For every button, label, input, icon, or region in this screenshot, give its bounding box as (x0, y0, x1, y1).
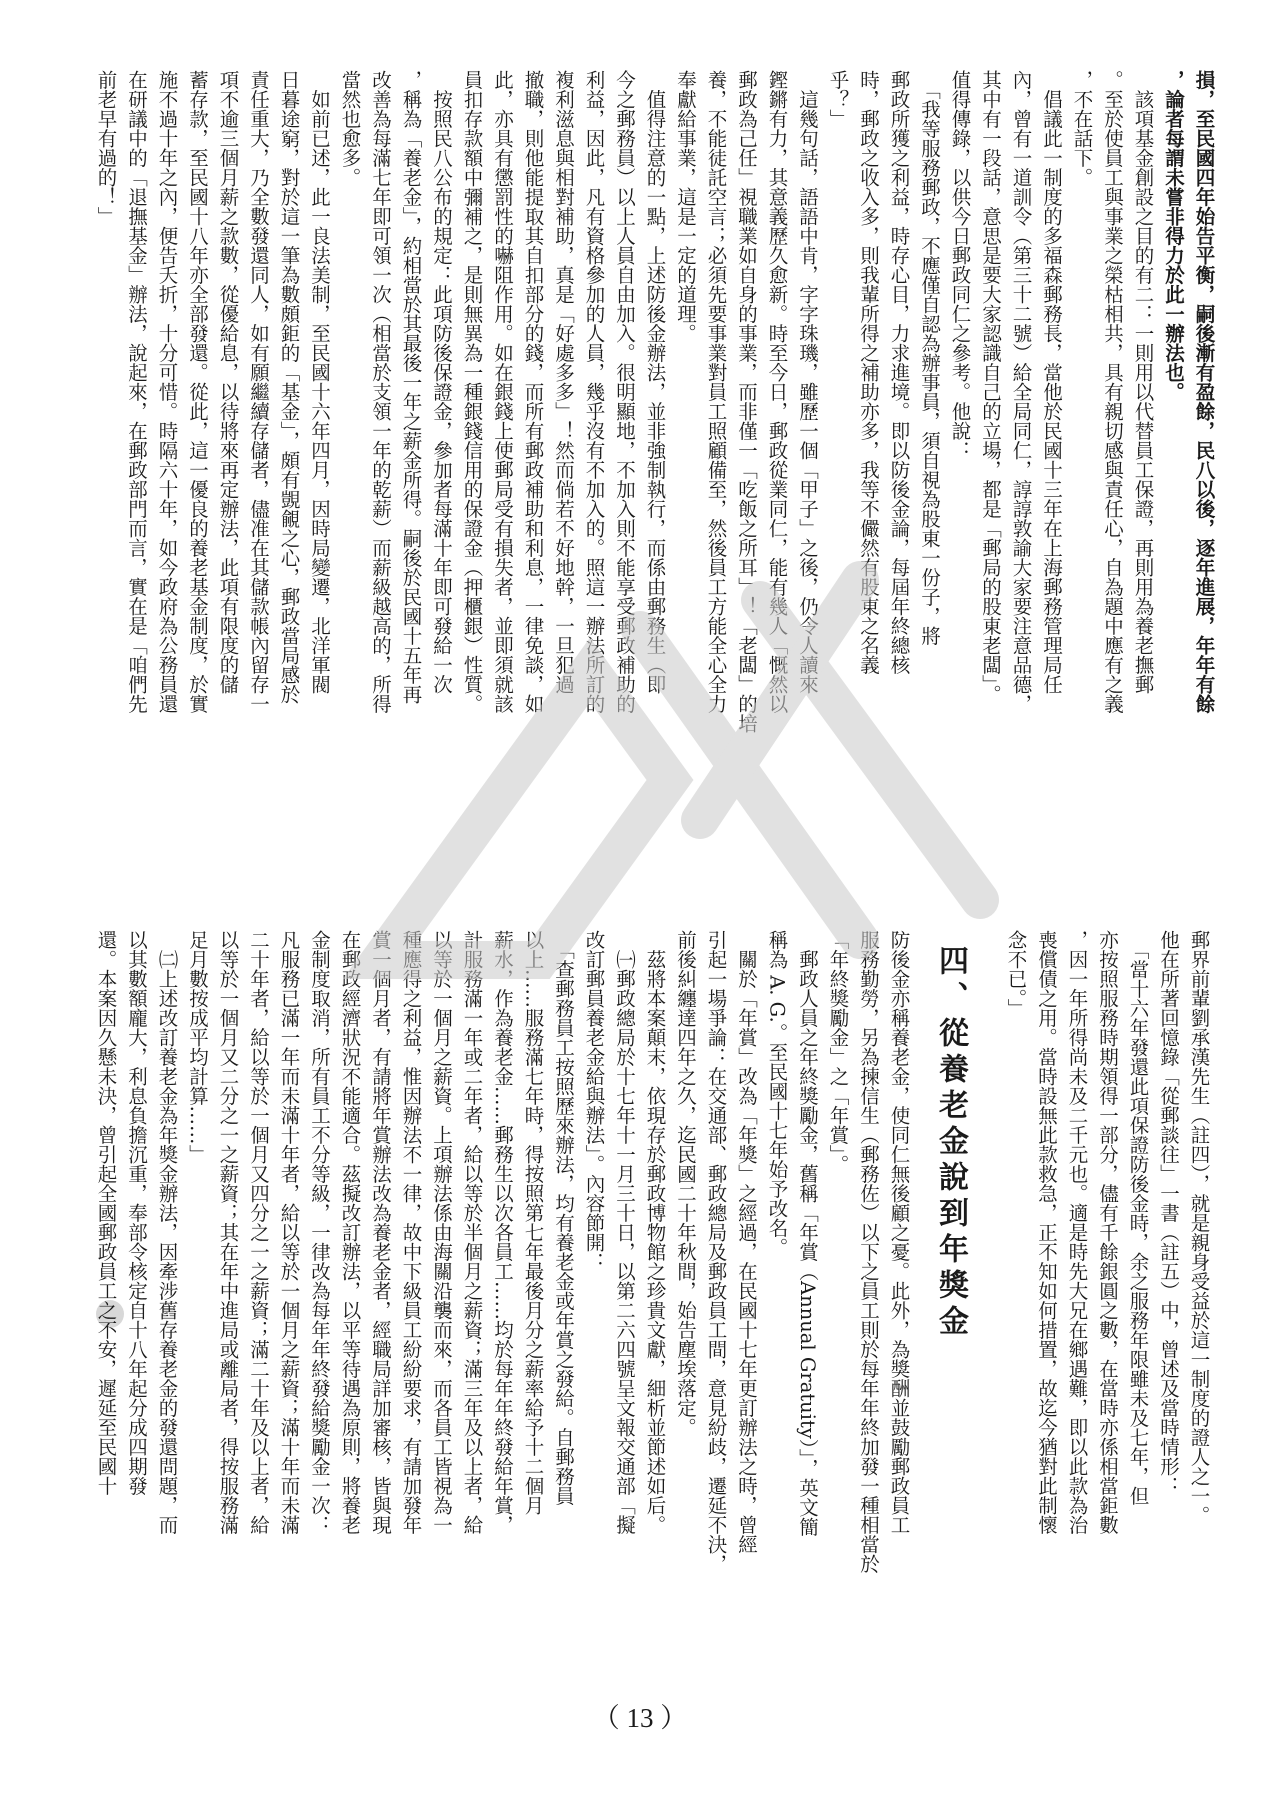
text-column: 薪水，作為養老金……郵務生以次各員工……均於每年年終發給年賞， (491, 930, 514, 1535)
text-column: 前老早有過的！」 (94, 70, 118, 226)
text-column: 足月數按成平均計算……」 (186, 930, 209, 1164)
text-column: 此，亦具有懲罰性的嚇阻作用。如在銀錢上使郵局受有損失者，並即須就該 (491, 70, 514, 714)
text-column: 二十年者，給以等於一個月又四分之一之薪資；滿二十年及以上者，給 (247, 930, 270, 1535)
text-column: 亦按照服務時期領得一部分，儘有千餘銀圓之數，在當時亦係相當鉅數 (1096, 930, 1119, 1535)
text-column: 引起一場爭論：在交通部、郵政總局及郵政員工間，意見紛歧，遷延不決， (704, 930, 728, 1574)
text-column: 。至於使員工與事業之榮枯相共，具有親切感與責任心，自為題中應有之義 (1101, 70, 1124, 714)
text-column: 在郵政經濟狀況不能適合。茲擬改訂辦法，以平等待遇為原則，將養老 (338, 930, 362, 1535)
text-column: 這幾句話，語語中肯，字字珠璣，雖歷一個「甲子」之後，仍令人讀來 (796, 70, 819, 694)
page-number: （ 13 ） (592, 1703, 688, 1733)
text-column: 以其數額龐大，利息負擔沉重，奉部令核定自十八年起分成四期發 (125, 930, 148, 1496)
text-column: 「年終獎勵金」之「年賞」。 (826, 930, 850, 1174)
text-column: 種應得之利益，惟因辦法不一律，故中下級員工紛紛要求，有請加發年 (399, 930, 423, 1535)
text-column: 郵界前輩劉承漢先生（註四），就是親身受益於這一制度的證人之一。 (1187, 930, 1211, 1525)
text-column: 「當十六年發還此項保證防後金時，余之服務年限雖未及七年，但 (1126, 930, 1150, 1506)
text-column: 金制度取消，所有員工不分等級，一律改為每年年終發給獎勵金一次： (308, 930, 331, 1535)
text-column: ，論者每謂未嘗非得力於此一辦法也。 (1162, 70, 1185, 402)
text-column: 以上……服務滿七年時，得按照第七年最後月分之薪率給予十二個月 (521, 930, 545, 1515)
text-column: 郵政為己任」視職業如自身的事業，而非僅一「吃飯之所耳」！「老闆」的培 (735, 70, 758, 733)
text-column: 撤職，則他能提取其自扣部分的錢，而所有郵政補助和利息，一律免談，如 (521, 70, 545, 714)
text-column: 內，曾有一道訓令（第三十二號）給全局同仁，諄諄敦諭大家要注意品德， (1009, 70, 1033, 714)
text-column: 奉獻給事業，這是一定的道理。 (674, 70, 697, 343)
text-column: 前後糾纏達四年之久，迄民國二十年秋間，始告塵埃落定。 (674, 930, 697, 1437)
text-column: 念不已。」 (1004, 930, 1028, 1018)
text-column: 以等於一個月之薪資。上項辦法係由海關沿襲而來，而各員工皆視為一 (430, 930, 453, 1535)
text-column: 複利滋息與相對補助，真是「好處多多」！然而倘若不好地幹，一旦犯過 (552, 70, 575, 694)
text-column: 以等於一個月又二分之一之薪資；其在年中進局或離局者，得按服務滿 (216, 930, 240, 1535)
text-column: 施不過十年之內，便告夭折，十分可惜。時隔六十年，如今政府為公務員還 (155, 70, 179, 714)
text-column: 關於「年賞」改為「年獎」之經過，在民國十七年更訂辦法之時，曾經 (735, 930, 758, 1554)
text-column: 利益，因此，凡有資格參加的人員，幾乎沒有不加入的。照這一辦法所訂的 (582, 70, 606, 714)
bottom-right-text-block (1000, 930, 1214, 1660)
text-column: 乎？」 (826, 70, 850, 129)
text-column: 改善為每滿七年即可領一次（相當於支領一年的乾薪）而薪級越高的，所得 (369, 70, 392, 714)
text-column: 其中有一段話，意思是要大家認識自己的立場，都是「郵局的股東老闆」。 (979, 70, 1002, 704)
text-column: 值得注意的一點，上述防後金辦法，並非強制執行，而係由郵務生（即 (643, 70, 667, 694)
text-column: ，因一年所得尚未及二千元也。適是時先大兄在鄉遇難，即以此款為治 (1065, 930, 1089, 1535)
text-column: ，稱為「養老金」，約相當於其最後一年之薪金所得。嗣後於民國十五年再 (399, 70, 423, 704)
text-column: 稱為 A. G.。至民國十七年始予改名。 (765, 930, 789, 1257)
text-column: 員扣存款額中彌補之，是則無異為一種銀錢信用的保證金（押櫃銀）性質。 (460, 70, 484, 714)
text-column: 賞一個月者，有請將年賞辦法改為養老金者，經職局詳加審核，皆與現 (369, 930, 392, 1535)
text-column: 鏗鏘有力，其意義歷久愈新。時至今日，郵政從業同仁，能有幾人「慨然以 (765, 70, 789, 714)
text-column: 郵政人員之年終獎勵金，舊稱「年賞（Annual Gratuity）」，英文簡 (796, 930, 819, 1537)
bottom-left-text-block (90, 930, 914, 1670)
text-column: 倡議此一制度的多福森郵務長，當他於民國十三年在上海郵務管理局任 (1040, 70, 1063, 694)
text-column: 值得傳錄，以供今日郵政同仁之參考。他說： (948, 70, 972, 460)
text-column: 項不逾三個月薪之款數，從優給息，以待將來再定辦法，此項有限度的儲 (216, 70, 240, 694)
text-column: 郵政所獲之利益，時存心目，力求進境。即以防後金論，每屆年終總核 (887, 70, 911, 675)
text-column: ㈡上述改訂養老金為年獎金辦法，因牽涉舊存養老金的發還問題，而 (155, 930, 179, 1535)
text-column: 今之郵務員）以上人員自由加入。很明顯地，不加入則不能享受郵政補助的 (613, 70, 636, 714)
text-column: 茲將本案顛末，依現存於郵政博物館之珍貴文獻，細析並節述如后。 (643, 930, 667, 1535)
text-column: 他在所著回憶錄「從郵談往」一書（註五）中，曾述及當時情形： (1157, 930, 1180, 1496)
text-column: 日暮途窮，對於這一筆為數頗鉅的「基金」，頗有覬覦之心，郵政當局感於 (277, 70, 301, 704)
top-text-block (90, 70, 1219, 860)
text-column: 防後金亦稱養老金，使同仁無後顧之憂。此外，為獎酬並鼓勵郵政員工 (887, 930, 911, 1535)
text-column: 服務勤勞，另為揀信生（郵務佐）以下之員工則於每年年終加發一種相當於 (857, 930, 880, 1574)
text-column: 損，至民國四年始告平衡，嗣後漸有盈餘，民八以後，逐年進展，年年有餘 (1192, 70, 1216, 714)
text-column: 責任重大，乃全數發還同人，如有願繼續存儲者，儘准在其儲款帳內留存一 (247, 70, 270, 714)
text-column: ㈠郵政總局於十七年十一月三十日，以第二六四號呈文報交通部「擬 (613, 930, 636, 1535)
text-column: ，不在話下。 (1070, 70, 1094, 187)
section-heading: 四、從養老金說到年獎金 (933, 945, 968, 1341)
text-column: 按照民八公布的規定：此項防後保證金，參加者每滿十年即可發給一次 (430, 70, 453, 694)
text-column: 蓄存款，至民國十八年亦全部發還。從此，這一優良的養老基金制度，於實 (186, 70, 209, 714)
text-column: 凡服務已滿一年而未滿十年者，給以等於一個月之薪資；滿十年而未滿 (277, 930, 301, 1535)
text-column: 「查郵務員工按照歷來辦法，均有養老金或年賞之發給。自郵務員 (552, 930, 575, 1506)
text-column: 如前已述，此一良法美制，至民國十六年四月，因時局變遷，北洋軍閥 (308, 70, 331, 694)
text-column: 喪償債之用。當時設無此款救急，正不知如何措置，故迄今猶對此制懷 (1035, 930, 1058, 1535)
text-column: 當然也愈多。 (338, 70, 362, 187)
text-column: 「我等服務郵政，不應僅自認為辦事員，須自視為股東一份子，將 (918, 70, 941, 646)
text-column: 養，不能徒託空言；必須先要事業對員工照顧備至，然後員工方能全心全力 (704, 70, 728, 714)
text-column: 該項基金創設之目的有二：一則用以代替員工保證，再則用為養老撫郵 (1131, 70, 1155, 694)
text-column: 還。本案因久懸未決，曾引起全國郵政員工之不安，遲延至民國十 (94, 930, 118, 1496)
text-column: 計服務滿一年或二年者，給以等於半個月之薪資；滿三年及以上者，給 (460, 930, 484, 1535)
text-column: 在研議中的「退撫基金」辦法，說起來，在郵政部門而言，實在是「咱們先 (125, 70, 148, 714)
text-column: 時，郵政之收入多，則我輩所得之補助亦多，我等不儼然有股東之名義 (857, 70, 880, 675)
text-column: 改訂郵員養老金給與辦法」。內容節開： (582, 930, 606, 1272)
